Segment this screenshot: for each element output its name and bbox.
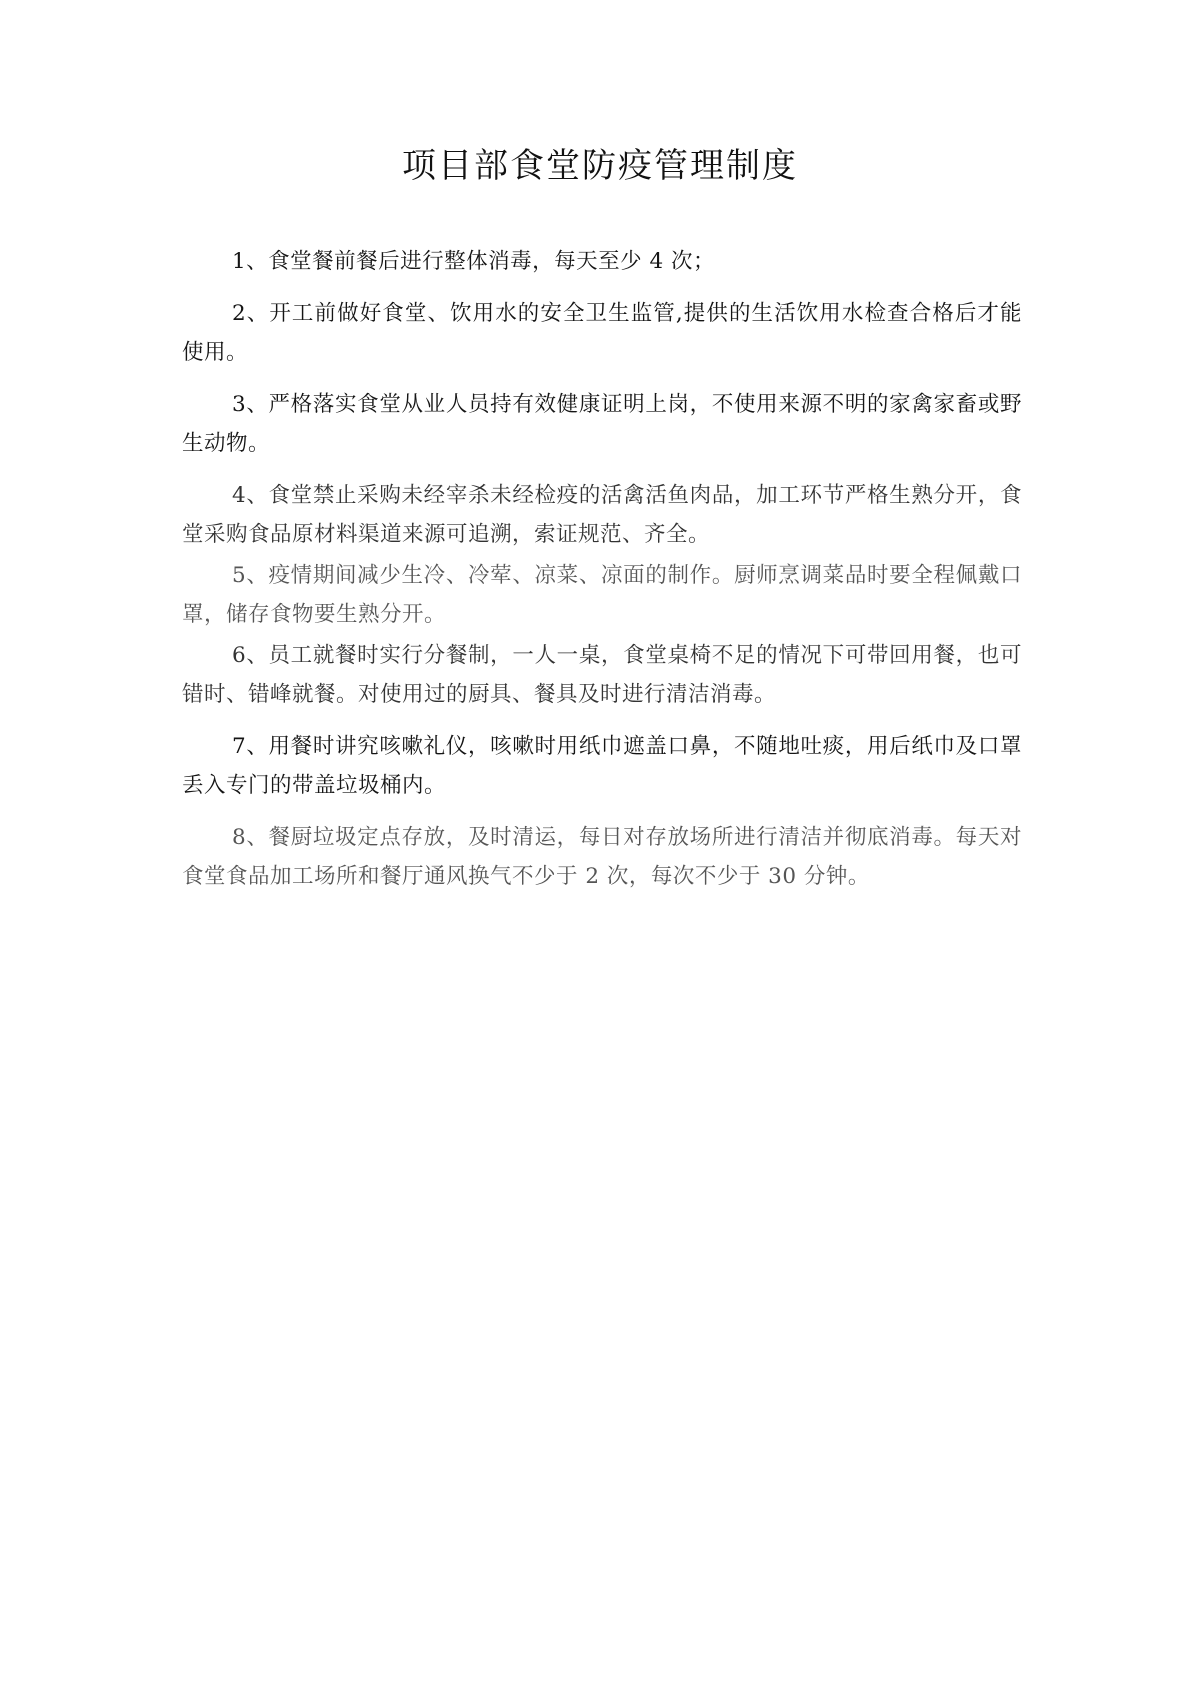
paragraph-7: 7、用餐时讲究咳嗽礼仪，咳嗽时用纸巾遮盖口鼻，不随地吐痰，用后纸巾及口罩丢入专门的带盖垃圾桶内。	[182, 734, 1022, 798]
document-body	[182, 242, 1022, 896]
paragraph-6: 6、员工就餐时实行分餐制，一人一桌，食堂桌椅不足的情况下可带回用餐，也可错时、错峰就餐。对使用过的厨具、餐具及时进行清洁消毒。	[182, 643, 1022, 707]
paragraph-1: 1、食堂餐前餐后进行整体消毒，每天至少 4 次；	[232, 249, 716, 274]
paragraph-8: 8、餐厨垃圾定点存放，及时清运，每日对存放场所进行清洁并彻底消毒。每天对食堂食品加工场所和餐厅通风换气不少于 2 次，每次不少于 30 分钟。	[182, 825, 1022, 889]
paragraph-2: 2、开工前做好食堂、饮用水的安全卫生监管,提供的生活饮用水检查合格后才能使用。	[182, 301, 1022, 365]
paragraph-4: 4、食堂禁止采购未经宰杀未经检疫的活禽活鱼肉品，加工环节严格生熟分开，食堂采购食品原材料渠道来源可追溯，索证规范、齐全。	[182, 483, 1022, 547]
page-title: 项目部食堂防疫管理制度	[402, 146, 798, 186]
paragraph-3: 3、严格落实食堂从业人员持有效健康证明上岗，不使用来源不明的家禽家畜或野生动物。	[182, 392, 1022, 456]
paragraph-5: 5、疫情期间减少生冷、冷荤、凉菜、凉面的制作。厨师烹调菜品时要全程佩戴口罩，储存食物要生熟分开。	[182, 563, 1022, 627]
